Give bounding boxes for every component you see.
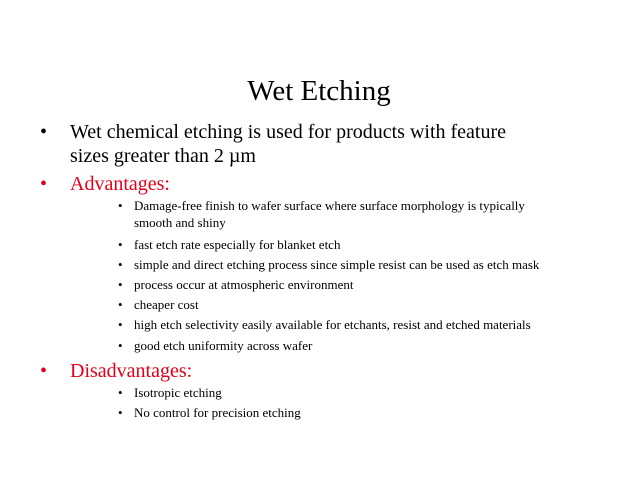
disadvantage-item-text: Isotropic etching	[134, 385, 222, 400]
advantages-heading-text: Advantages:	[70, 173, 170, 195]
bullet-marker: •	[118, 237, 123, 252]
advantage-item	[118, 256, 588, 273]
disadvantage-item	[118, 384, 588, 401]
advantage-item	[118, 337, 588, 354]
advantages-heading	[40, 172, 600, 196]
advantage-item-text: good etch uniformity across wafer	[134, 338, 313, 353]
advantage-item-text: high etch selectivity easily available for etchants, resist and etched materials	[134, 317, 531, 332]
advantage-item-text-continued: smooth and shiny	[134, 215, 226, 230]
advantage-item	[118, 296, 588, 313]
intro-line-2: sizes greater than 2 µm	[70, 145, 256, 167]
intro-line-1: Wet chemical etching is used for products with feature	[70, 121, 507, 143]
bullet-marker: •	[118, 257, 123, 272]
advantage-item	[118, 236, 588, 253]
advantage-item-text: process occur at atmospheric environment	[134, 277, 354, 292]
advantage-item-text: simple and direct etching process since simple resist can be used as etch mask	[134, 257, 540, 272]
bullet-marker: •	[40, 360, 48, 382]
bullet-marker: •	[118, 317, 123, 332]
bullet-marker: •	[40, 173, 48, 195]
bullet-marker: •	[118, 385, 123, 400]
bullet-marker: •	[118, 297, 123, 312]
slide-title: Wet Etching	[247, 75, 391, 107]
advantage-item-text: cheaper cost	[134, 297, 199, 312]
disadvantage-item	[118, 404, 588, 421]
bullet-marker: •	[118, 338, 123, 353]
advantage-item	[118, 316, 588, 333]
disadvantages-heading	[40, 359, 600, 383]
disadvantage-item-text: No control for precision etching	[134, 405, 301, 420]
bullet-marker: •	[118, 277, 123, 292]
advantage-item	[118, 276, 588, 293]
bullet-marker: •	[118, 198, 123, 213]
advantage-item-text: Damage-free finish to wafer surface where surface morphology is typically	[134, 198, 525, 213]
intro-bullet	[40, 120, 600, 168]
bullet-marker: •	[40, 121, 48, 143]
disadvantages-heading-text: Disadvantages:	[70, 360, 193, 382]
advantage-item-text: fast etch rate especially for blanket etch	[134, 237, 341, 252]
bullet-marker: •	[118, 405, 123, 420]
advantage-item	[118, 197, 588, 231]
